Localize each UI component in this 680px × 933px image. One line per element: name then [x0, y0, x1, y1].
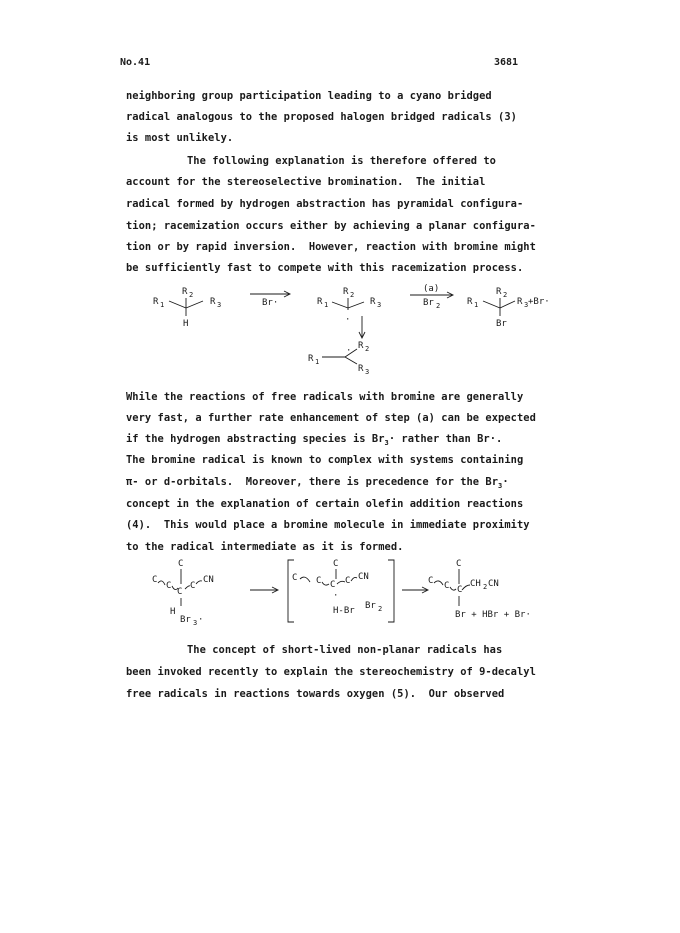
text-line: (4). This would place a bromine molecule in immediate proximity — [126, 519, 530, 531]
page-number: 3681 — [494, 57, 519, 68]
text-line: radical formed by hydrogen abstraction has pyramidal configura- — [126, 198, 524, 210]
svg-text:2: 2 — [378, 605, 383, 613]
text-fragment: · rather than Br·. — [388, 433, 503, 445]
svg-text:Br: Br — [423, 298, 434, 308]
text-line: very fast, a further rate enhancement of step (a) can be expected — [126, 412, 536, 424]
text-line: been invoked recently to explain the stereochemistry of 9-decalyl — [126, 666, 536, 678]
svg-text:CN: CN — [358, 572, 369, 582]
arrow-abstraction — [250, 291, 290, 308]
svg-text:Br: Br — [365, 601, 376, 611]
text-line: The bromine radical is known to complex with systems containing — [126, 454, 524, 466]
text-fragment: π- or d-orbitals. Moreover, there is precedence for the Br — [126, 476, 499, 488]
svg-text:R: R — [153, 297, 159, 307]
svg-text:C: C — [152, 575, 158, 585]
svg-text:R: R — [317, 297, 323, 307]
bracketed-intermediate — [288, 559, 394, 622]
text-line: The following explanation is therefore offered to — [187, 155, 496, 167]
text-line: free radicals in reactions towards oxygen (5). Our observed — [126, 688, 505, 700]
text-line: be sufficiently fast to compete with this racemization process. — [126, 262, 524, 274]
svg-text:C: C — [166, 581, 172, 591]
arrow-to-complex — [250, 587, 278, 593]
product-structure — [467, 287, 550, 329]
product-structure — [428, 559, 531, 620]
text-line: The concept of short-lived non-planar radicals has — [187, 644, 503, 656]
svg-text:R: R — [358, 341, 364, 351]
svg-text:Br: Br — [496, 319, 507, 329]
reactant-complex — [152, 559, 214, 627]
svg-text:Br: Br — [180, 615, 191, 625]
svg-text:C: C — [428, 576, 434, 586]
svg-text:C: C — [190, 581, 196, 591]
text-fragment: if the hydrogen abstracting species is Br — [126, 433, 385, 445]
svg-text:R: R — [343, 287, 349, 297]
svg-text:R: R — [370, 297, 376, 307]
svg-text:C: C — [457, 585, 463, 595]
svg-text:R: R — [358, 364, 364, 374]
svg-text:3: 3 — [377, 301, 382, 309]
arrow-step-a — [410, 284, 453, 310]
svg-text:H-Br: H-Br — [333, 606, 355, 616]
svg-text:Br + HBr + Br·: Br + HBr + Br· — [455, 610, 531, 620]
text-line — [126, 433, 502, 447]
svg-text:CN: CN — [488, 579, 499, 589]
svg-text:2: 2 — [365, 345, 370, 353]
svg-text:+Br·: +Br· — [528, 297, 550, 307]
text-line: While the reactions of free radicals with bromine are generally — [126, 391, 524, 403]
svg-text:H: H — [170, 607, 176, 617]
svg-text:2: 2 — [436, 302, 441, 310]
page-header-journal-number: No.41 — [120, 57, 151, 68]
text-fragment: · — [502, 476, 509, 488]
svg-text:3: 3 — [217, 301, 222, 309]
svg-text:C: C — [330, 580, 336, 590]
svg-text:2: 2 — [350, 291, 355, 299]
svg-text:1: 1 — [160, 301, 165, 309]
svg-text:C: C — [444, 581, 450, 591]
svg-text:H: H — [183, 319, 189, 329]
svg-text:R: R — [467, 297, 473, 307]
svg-text:(a): (a) — [423, 284, 440, 294]
svg-text:1: 1 — [474, 301, 479, 309]
radical-structure — [317, 287, 381, 325]
planar-radical-structure — [308, 341, 369, 376]
svg-text:2: 2 — [189, 291, 194, 299]
text-line: tion; racemization occurs either by achieving a planar configura- — [126, 220, 536, 232]
svg-text:C: C — [316, 576, 322, 586]
subscript: 3 — [384, 439, 389, 448]
text-line: neighboring group participation leading to a cyano bridged — [126, 90, 492, 102]
svg-text:3: 3 — [524, 301, 529, 309]
text-line: tion or by rapid inversion. However, reaction with bromine might — [126, 241, 536, 253]
text-line: radical analogous to the proposed halogen bridged radicals (3) — [126, 111, 517, 123]
svg-text:·: · — [333, 591, 339, 601]
svg-text:CH: CH — [470, 579, 481, 589]
svg-text:CN: CN — [203, 575, 214, 585]
reaction-scheme-2 — [0, 556, 680, 636]
text-line: is most unlikely. — [126, 132, 234, 144]
svg-text:1: 1 — [315, 358, 320, 366]
svg-text:R: R — [182, 287, 188, 297]
arrow-to-product — [402, 587, 428, 593]
svg-text:C: C — [177, 587, 183, 597]
svg-text:3: 3 — [365, 368, 370, 376]
text-line: to the radical intermediate as it is formed. — [126, 541, 404, 553]
svg-text:R: R — [308, 354, 314, 364]
svg-text:2: 2 — [503, 291, 508, 299]
svg-text:Br·: Br· — [262, 298, 279, 308]
svg-text:1: 1 — [324, 301, 329, 309]
svg-text:·: · — [346, 346, 352, 356]
svg-text:C: C — [456, 559, 462, 569]
svg-text:C: C — [178, 559, 184, 569]
reactant-structure — [153, 287, 221, 329]
arrow-racemization — [359, 316, 365, 338]
svg-text:C: C — [292, 573, 298, 583]
svg-text:·: · — [198, 615, 204, 625]
svg-text:R: R — [496, 287, 502, 297]
svg-text:C: C — [333, 559, 339, 569]
svg-text:2: 2 — [483, 583, 488, 591]
svg-text:R: R — [210, 297, 216, 307]
svg-text:·: · — [345, 315, 351, 325]
svg-text:R: R — [517, 297, 523, 307]
reaction-scheme-1 — [0, 280, 680, 380]
svg-text:C: C — [345, 576, 351, 586]
text-line: concept in the explanation of certain olefin addition reactions — [126, 498, 524, 510]
subscript: 3 — [498, 482, 503, 491]
text-line — [126, 476, 509, 490]
svg-text:3: 3 — [193, 619, 198, 627]
text-line: account for the stereoselective bromination. The initial — [126, 176, 486, 188]
